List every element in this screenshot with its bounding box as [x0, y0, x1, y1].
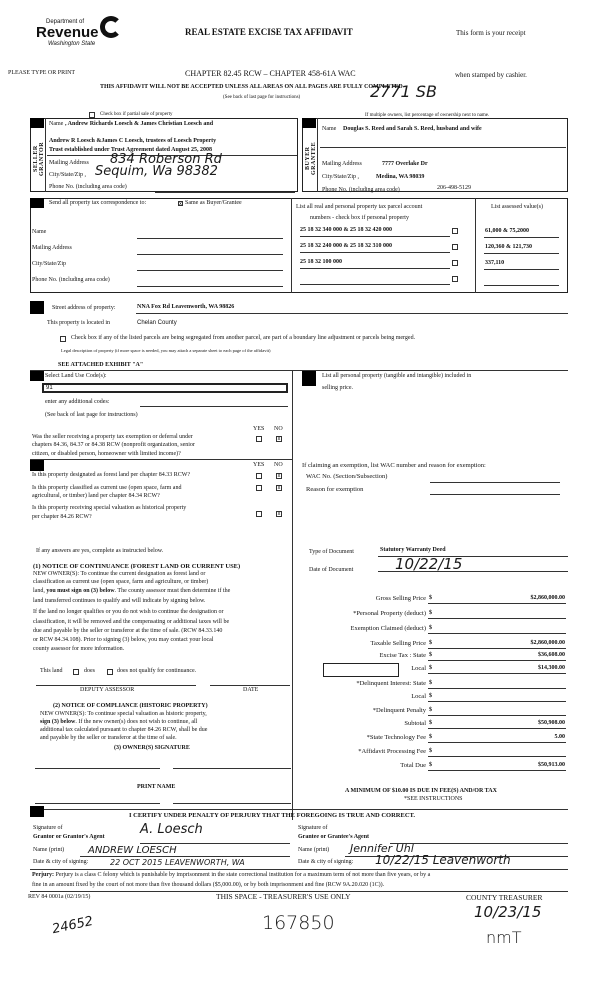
- buyer-name-label: Name: [322, 126, 337, 132]
- seller-name-label: Name: [49, 121, 64, 127]
- yes-header: YES: [253, 462, 265, 468]
- if-yes-note: If any answers are yes, complete as instructed below.: [36, 548, 164, 554]
- tax-row-line: [428, 648, 566, 649]
- receipt-note-2: when stamped by cashier.: [455, 71, 527, 79]
- corr-phone-label: Phone No. (including area code): [32, 277, 110, 283]
- historic-no-checkbox[interactable]: x: [277, 511, 281, 517]
- county-treasurer-label: COUNTY TREASURER: [466, 893, 543, 902]
- tax-row-label: *State Technology Fee: [366, 734, 426, 741]
- currency-symbol: $: [429, 707, 432, 713]
- section-marker: [30, 118, 44, 128]
- tax-row-label: Gross Selling Price: [375, 595, 426, 602]
- acceptance-warning: THIS AFFIDAVIT WILL NOT BE ACCEPTED UNLESS ALL AREAS ON ALL PAGES ARE FULLY COMPLETED: [100, 84, 403, 90]
- does-label: does: [84, 668, 95, 674]
- section-marker: [30, 198, 44, 208]
- currency-symbol: $: [429, 610, 432, 616]
- rule: [378, 571, 568, 572]
- wac-field: [430, 482, 560, 483]
- notice-text: If the land no longer qualifies or you do not wish to continue the designation or: [33, 609, 224, 615]
- exemption-no-checkbox[interactable]: x: [277, 436, 281, 442]
- personal-property-checkbox[interactable]: [452, 260, 458, 266]
- no-header: NO: [274, 426, 283, 432]
- grantee-signature-label-2: Grantee or Grantee's Agent: [298, 834, 370, 840]
- seller-name: , Andrew Richards Loesch & James Christian Loesch and: [65, 121, 214, 127]
- owner-signature-line: [173, 768, 291, 769]
- deputy-assessor-label: DEPUTY ASSESSOR: [80, 687, 135, 693]
- tax-row-line: [428, 688, 566, 689]
- currency-symbol: $: [429, 748, 432, 754]
- tax-row-line: [428, 728, 566, 729]
- see-instructions: *SEE INSTRUCTIONS: [404, 796, 463, 802]
- rule: [484, 237, 559, 238]
- exemption-question-2: chapters 84.36, 84.37 or 84.38 RCW (nonprofit organization, senior: [32, 442, 195, 448]
- section-marker: [302, 371, 316, 386]
- tax-row-value: $2,860,000.00: [530, 640, 565, 646]
- segregated-label: Check box if any of the listed parcels are being segregated from another parcel, are part of a boundary line adjustment or parcels being merged.: [71, 335, 416, 341]
- owner-signature-label: (3) OWNER(S) SIGNATURE: [114, 745, 190, 751]
- parcel-number: 25 18 32 340 000 & 25 18 32 420 000: [300, 227, 392, 233]
- assessed-value: 337,110: [485, 260, 505, 266]
- grantee-date[interactable]: 10/22/15 Leavenworth: [375, 853, 511, 867]
- date-label: DATE: [243, 687, 259, 693]
- grantee-name-label: Name (print): [298, 847, 330, 853]
- currency-symbol: $: [429, 680, 432, 686]
- forest-question: Is this property designated as forest land per chapter 84.33 RCW?: [32, 472, 191, 478]
- seller-city-value: Sequim, Wa 98382: [95, 164, 218, 179]
- land-use-instructions: (See back of last page for instructions): [45, 412, 138, 418]
- tax-row-label: *Personal Property (deduct): [353, 610, 426, 617]
- reason-field: [430, 494, 560, 495]
- currency-symbol: $: [429, 693, 432, 699]
- buyer-city-label: City/State/Zip ,: [322, 174, 359, 180]
- buyer-mailing-label: Mailing Address: [322, 161, 362, 167]
- current-use-question-2: agricultural, or timber) land per chapter 84.34 RCW?: [32, 493, 160, 499]
- divider: [292, 370, 293, 820]
- tax-row-line: [428, 701, 566, 702]
- corr-city-label: City/State/Zip: [32, 261, 66, 267]
- treasurer-note-1: 24652: [50, 913, 95, 938]
- minimum-due-note: A MINIMUM OF $10.00 IS DUE IN FEE(S) AND/OR TAX: [345, 788, 497, 794]
- partial-sale-label: Check box if partial sale of property: [100, 112, 173, 117]
- treasurer-initials: nmT: [486, 928, 522, 947]
- print-name-label: PRINT NAME: [137, 784, 176, 790]
- located-value: Chelan County: [137, 320, 177, 326]
- section-marker: [30, 806, 44, 817]
- rule: [30, 459, 292, 460]
- located-label: This property is located in: [47, 320, 110, 326]
- rule: [140, 843, 290, 844]
- tax-row-line: [428, 618, 566, 619]
- rule: [320, 147, 566, 148]
- assessed-value: 120,360 & 121,730: [485, 244, 532, 250]
- logo-swirl-icon: [100, 16, 122, 38]
- tax-row-line: [428, 633, 566, 634]
- forest-no-checkbox[interactable]: x: [277, 473, 281, 479]
- local-code-box[interactable]: [323, 663, 399, 677]
- tax-row-label: Local: [411, 665, 426, 672]
- parcel-number: 25 18 32 100 000: [300, 259, 342, 265]
- tax-row-line: [428, 715, 566, 716]
- doc-date-value: 10/22/15: [395, 555, 463, 573]
- does-not-label: does not qualify for continuance.: [117, 668, 197, 674]
- notice-continuance-title: (1) NOTICE OF CONTINUANCE (FOREST LAND OR CURRENT USE): [33, 563, 241, 570]
- tax-row-label: *Delinquent Interest: State: [356, 680, 426, 687]
- rule: [136, 313, 568, 314]
- rule: [300, 268, 450, 269]
- notice-text: classification, it will be removed and the compensating or additional taxes will be: [33, 619, 230, 625]
- qualifies-does-not-checkbox[interactable]: [107, 669, 113, 675]
- currency-symbol: $: [429, 652, 432, 658]
- rule: [30, 809, 568, 810]
- buyer-phone-label: Phone No. (including area code): [322, 187, 400, 193]
- print-name-line: [173, 803, 291, 804]
- stamp-number: 2771 SB: [370, 82, 437, 101]
- doc-date-label: Date of Document: [309, 567, 354, 573]
- assessed-value: 61,000 & 75,2000: [485, 228, 529, 234]
- divider: [45, 118, 46, 192]
- tax-row-label: Taxable Selling Price: [370, 640, 426, 647]
- historic-yes-checkbox[interactable]: [256, 511, 262, 517]
- perjury-label: Perjury:: [32, 872, 54, 878]
- grantee-signature-label: Signature of: [298, 825, 328, 831]
- buyer-phone-value: 206-498-5129: [437, 185, 471, 191]
- forest-yes-checkbox[interactable]: [256, 473, 262, 479]
- yes-header: YES: [253, 426, 265, 432]
- tax-row-value: 5.00: [554, 734, 565, 740]
- notice-text: land transferred continues to qualify and will indicate by signing below.: [33, 598, 206, 604]
- treasurer-note-2: 167850: [262, 912, 335, 934]
- current-use-yes-checkbox[interactable]: [256, 485, 262, 491]
- tax-row-label: Subtotal: [404, 720, 426, 727]
- notice-text: NEW OWNER(S): To continue the current designation as forest land or: [33, 571, 206, 577]
- personal-property-checkbox[interactable]: [452, 244, 458, 250]
- seller-phone-label: Phone No. (including area code): [49, 184, 127, 190]
- currency-symbol: $: [429, 720, 432, 726]
- notice-text-part: . The county assessor must then determine if the: [114, 588, 231, 594]
- rule: [300, 236, 450, 237]
- legal-label: Legal description of property (if more space is needed, you may attach a separate sheet to each page of the affidavit): [61, 348, 271, 353]
- instructions-note: (See back of last page for instructions): [223, 95, 301, 100]
- correspondence-label: Send all property tax correspondence to:: [49, 200, 147, 206]
- certification-heading: I CERTIFY UNDER PENALTY OF PERJURY THAT THE FOREGOING IS TRUE AND CORRECT.: [129, 812, 416, 819]
- notice-text: county assessor for more information.: [33, 646, 125, 652]
- grantor-name[interactable]: ANDREW LOESCH: [88, 845, 177, 856]
- tax-row-line: [428, 742, 566, 743]
- seller-name-3: Trust established under Trust Agreement dated August 25, 2008: [49, 147, 212, 153]
- personal-property-label: List all personal property (tangible and intangible) included in: [322, 373, 472, 379]
- rule: [484, 253, 559, 254]
- rule: [484, 269, 559, 270]
- personal-property-label-2: selling price.: [322, 385, 353, 391]
- type-or-print: PLEASE TYPE OR PRINT: [8, 70, 76, 76]
- buyer-name: Douglas S. Reed and Sarah S. Reed, husband and wife: [343, 126, 482, 132]
- rule: [300, 284, 450, 285]
- notice-text: classification as current use (open space, farm and agriculture, or timber): [33, 579, 209, 585]
- personal-property-checkbox[interactable]: [452, 276, 458, 282]
- grantor-date-label: Date & city of signing:: [33, 859, 89, 865]
- corr-name-label: Name: [32, 229, 47, 235]
- tax-row-line: [428, 603, 566, 604]
- no-header: NO: [274, 462, 283, 468]
- assessed-header: List assessed value(s): [491, 204, 543, 210]
- notice-text-bold: you must sign on (3) below: [46, 588, 115, 594]
- exemption-claim-label: If claiming an exemption, list WAC number and reason for exemption:: [302, 462, 486, 469]
- seller-name-2: Andrew R Loesch &James C Loesch, trustees of Loesch Property: [49, 138, 217, 144]
- grantor-signature[interactable]: A. Loesch: [140, 822, 203, 837]
- tax-row-label: Local: [411, 693, 426, 700]
- segregated-checkbox[interactable]: [60, 336, 66, 342]
- personal-property-checkbox[interactable]: [452, 228, 458, 234]
- form-number: REV 84 0001a (02/19/15): [28, 894, 91, 900]
- rule: [80, 856, 290, 857]
- notice-text-bold: sign (3) below: [40, 719, 76, 725]
- exemption-yes-checkbox[interactable]: [256, 436, 262, 442]
- historic-question-2: per chapter 84.26 RCW?: [32, 514, 92, 520]
- grantor-signature-label-2: Grantor or Grantor's Agent: [33, 834, 105, 840]
- additional-codes-label: enter any additional codes:: [45, 399, 110, 405]
- current-use-no-checkbox[interactable]: x: [277, 485, 281, 491]
- assessor-date-line: [210, 685, 290, 686]
- notice-text: and payable by the seller or transferor at the time of sale.: [40, 735, 177, 741]
- grantee-date-label: Date & city of signing:: [298, 859, 354, 865]
- perjury-notice: [32, 872, 430, 879]
- current-use-question: Is this property classified as current use (open space, farm and: [32, 485, 182, 491]
- exemption-question: Was the seller receiving a property tax exemption or deferral under: [32, 434, 193, 440]
- parcel-number: 25 18 32 240 000 & 25 18 32 310 000: [300, 243, 392, 249]
- corr-name-field: [137, 238, 283, 239]
- section-marker: [30, 460, 44, 471]
- corr-mailing-label: Mailing Address: [32, 245, 72, 251]
- print-name-line: [35, 803, 160, 804]
- notice-compliance-title: (2) NOTICE OF COMPLIANCE (HISTORIC PROPERTY): [53, 703, 208, 709]
- this-land-label: This land: [40, 668, 63, 674]
- section-marker: [302, 118, 316, 128]
- owner-signature-line: [35, 768, 160, 769]
- currency-symbol: $: [429, 734, 432, 740]
- street-value: NNA Fox Rd Leavenworth, WA 98826: [137, 304, 235, 310]
- corr-phone-field: [137, 286, 283, 287]
- tax-row-label: Exemption Claimed (deduct): [350, 625, 426, 632]
- notice-text: additional tax calculated pursuant to chapter 84.26 RCW, shall be due: [40, 727, 208, 733]
- notice-text: NEW OWNER(S): To continue special valuation as historic property,: [40, 711, 207, 717]
- seller-side-label: SELLER GRANTOR: [33, 141, 45, 177]
- street-label: Street address of property:: [52, 305, 116, 311]
- divider: [291, 198, 292, 293]
- tax-row-line: [428, 770, 566, 771]
- currency-symbol: $: [429, 595, 432, 601]
- rule: [30, 869, 568, 870]
- tax-row-label: Total Due: [400, 762, 426, 769]
- tax-row-value: $2,860,000.00: [530, 595, 565, 601]
- additional-codes-field: [140, 406, 288, 407]
- land-use-code-input[interactable]: [42, 383, 288, 393]
- rule: [30, 370, 568, 371]
- tax-row-value: $50,908.00: [538, 720, 565, 726]
- divider: [475, 198, 476, 293]
- notice-text: [33, 588, 230, 595]
- perjury-text-2: fine in an amount fixed by the court of not more than five thousand dollars ($5,000.00), or by both imprisonment and fine (RCW 9A.20.020 (1C)).: [32, 882, 385, 888]
- exemption-question-3: citizen, or disabled person, homeowner with limited income)?: [32, 451, 181, 457]
- tax-row-value: $50,913.00: [538, 762, 565, 768]
- tax-row-line: [428, 673, 566, 674]
- buyer-side-label: BUYER GRANTEE: [305, 141, 317, 175]
- land-use-label: Select Land Use Code(s):: [45, 373, 107, 379]
- form-title: REAL ESTATE EXCISE TAX AFFIDAVIT: [185, 27, 353, 37]
- treasurer-use-label: THIS SPACE - TREASURER'S USE ONLY: [216, 892, 351, 901]
- chapter-ref: CHAPTER 82.45 RCW – CHAPTER 458-61A WAC: [185, 69, 356, 78]
- rule: [484, 285, 559, 286]
- seller-city-label: City/State/Zip ,: [49, 172, 86, 178]
- seller-mailing-value: 834 Roberson Rd: [110, 152, 222, 167]
- buyer-mailing-value: 7777 Overlake Dr: [382, 161, 428, 167]
- rule: [155, 192, 295, 193]
- tax-row-line: [428, 660, 566, 661]
- treasurer-date: 10/23/15: [474, 903, 542, 921]
- reason-label: Reason for exemption: [306, 486, 364, 493]
- notice-text: [40, 719, 197, 726]
- tax-row-value: $36,608.00: [538, 652, 565, 658]
- receipt-note: This form is your receipt: [456, 29, 526, 37]
- corr-city-field: [137, 270, 283, 271]
- rule: [300, 252, 450, 253]
- land-use-code: 91: [46, 385, 53, 391]
- grantor-date[interactable]: 22 OCT 2015 LEAVENWORTH, WA: [110, 858, 245, 867]
- tax-row-line: [428, 756, 566, 757]
- qualifies-does-checkbox[interactable]: [73, 669, 79, 675]
- grantee-name[interactable]: Jennifer Uhl: [350, 842, 414, 855]
- grantor-name-label: Name (print): [33, 847, 65, 853]
- notice-text-part: land,: [33, 588, 47, 594]
- tax-row-value: $14,300.00: [538, 665, 565, 671]
- currency-symbol: $: [429, 762, 432, 768]
- notice-text: due and payable by the seller or transferor at the time of sale. (RCW 84.33.140: [33, 628, 223, 634]
- section-marker: [30, 301, 44, 314]
- seller-mailing-label: Mailing Address: [49, 160, 89, 166]
- corr-mailing-field: [137, 254, 283, 255]
- currency-symbol: $: [429, 665, 432, 671]
- doc-type-value: Statutory Warranty Deed: [380, 547, 446, 553]
- notice-text: or RCW 84.34.108). Prior to signing (3) below, you may contact your local: [33, 637, 214, 643]
- legal-value: SEE ATTACHED EXHIBIT "A": [58, 362, 144, 368]
- tax-row-label: *Affidavit Processing Fee: [358, 748, 426, 755]
- assessor-signature-line: [36, 685, 196, 686]
- same-as-buyer-label: Same as Buyer/Grantee: [185, 200, 242, 206]
- tax-row-label: Excise Tax : State: [379, 652, 426, 659]
- divider: [317, 118, 318, 192]
- buyer-city-value: Medina, WA 98039: [376, 174, 425, 180]
- doc-type-label: Type of Document: [309, 549, 354, 555]
- grantor-signature-label: Signature of: [33, 825, 63, 831]
- currency-symbol: $: [429, 640, 432, 646]
- historic-question: Is this property receiving special valuation as historical property: [32, 505, 187, 511]
- tax-row-label: *Delinquent Penalty: [372, 707, 426, 714]
- same-as-buyer-checkbox[interactable]: x: [179, 201, 182, 207]
- perjury-text: Perjury is a class C felony which is punishable by imprisonment in the state correctional institution for a maximum term of not more than five years, or by a: [54, 872, 431, 878]
- currency-symbol: $: [429, 625, 432, 631]
- multiple-owners-note: If multiple owners, list percentage of ownership next to name.: [365, 113, 490, 118]
- parcels-header: List all real and personal property tax parcel account: [296, 204, 423, 210]
- wac-label: WAC No. (Section/Subsection): [306, 473, 388, 480]
- notice-text-part: . If the new owner(s) does not wish to continue, all: [75, 719, 198, 725]
- grantee-signature-line: [390, 843, 568, 844]
- section-marker: [30, 371, 44, 381]
- parcels-header-2: numbers - check box if personal property: [310, 215, 409, 221]
